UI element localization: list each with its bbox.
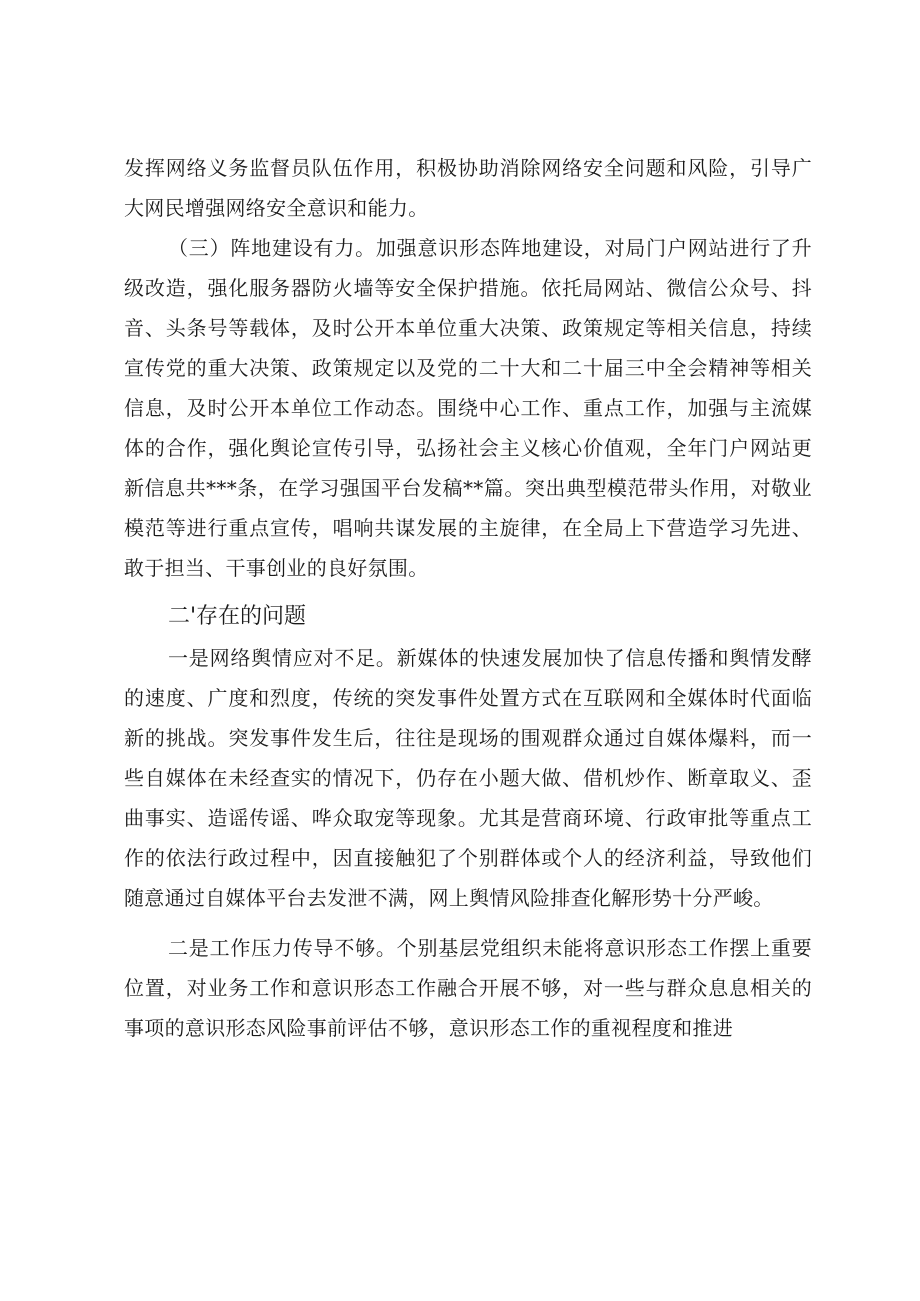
paragraph-problem-two: 二是工作压力传导不够。个别基层党组织未能将意识形态工作摆上重要位置，对业务工作和意识形态工作融合开展不够，对一些与群众息息相关的事项的意识形态风险事前评估不够，意识形态工作的重视程度和推进 [124, 936, 812, 1040]
paragraph-problem-one: 一是网络舆情应对不足。新媒体的快速发展加快了信息传播和舆情发酵的速度、广度和烈度，传统的突发事件处置方式在互联网和全媒体时代面临新的挑战。突发事件发生后，往往是现场的围观群众通过自媒体爆料，而一些自媒体在未经查实的情况下，仍存在小题大做、借机炒作、断章取义、歪曲事实、造谣传谣、哗众取宠等现象。尤其是营商环境、行政审批等重点工作的依法行政过程中，因直接触犯了个别群体或个人的经济利益，导致他们随意通过自媒体平台去发泄不满，网上舆情风险排查化解形势十分严峻。 [124, 646, 812, 910]
paragraph-continuation: 发挥网络义务监督员队伍作用，积极协助消除网络安全问题和风险，引导广大网民增强网络安全意识和能力。 [124, 156, 812, 220]
section-heading-problems: 二'存在的问题 [168, 604, 307, 629]
paragraph-section-three: （三）阵地建设有力。加强意识形态阵地建设，对局门户网站进行了升级改造，强化服务器防火墙等安全保护措施。依托局网站、微信公众号、抖音、头条号等载体，及时公开本单位重大决策、政策规定等相关信息，持续宣传党的重大决策、政策规定以及党的二十大和二十届三中全会精神等相关信息，及时公开本单位工作动态。围绕中心工作、重点工作，加强与主流媒体的合作，强化舆论宣传引导，弘扬社会主义核心价值观，全年门户网站更新信息共***条，在学习强国平台发稿**篇。突出典型模范带头作用，对敬业模范等进行重点宣传，唱响共谋发展的主旋律，在全局上下营造学习先进、敢于担当、干事创业的良好氛围。 [124, 236, 812, 580]
document-body [124, 148, 812, 1048]
